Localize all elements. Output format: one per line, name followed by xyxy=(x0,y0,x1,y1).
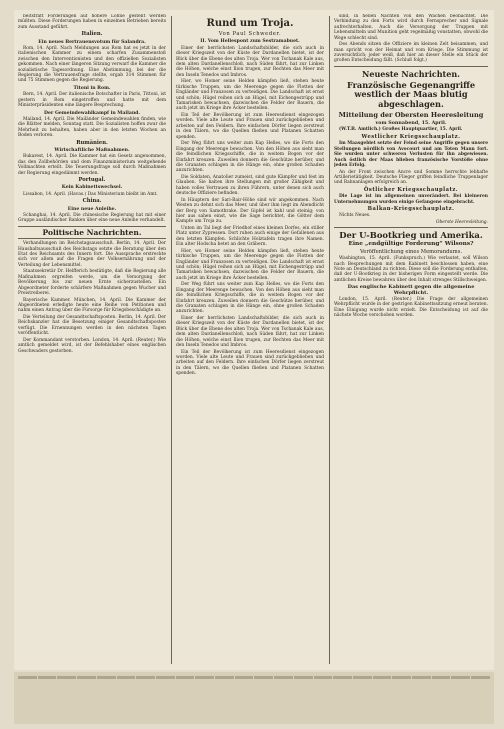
paragraph: Hier, wo Homer seine Helden kämpfen ließ, stehen heute türkische Truppen, um die Meerenge gegen die Flotten der Engländer und Franzosen zu verteidigen. Die Landschaft ist ernst und schön; Hügel reihen sich an Hügel, mit Eichengestrüpp und Tamarisken bewachsen, dazwischen die Felder der Bauern, die auch jetzt im Kriege ihre Äcker bestellen. xyxy=(176,248,324,281)
article-title: Rund um Troja. xyxy=(206,18,294,29)
headline: Französische Gegenangriffe westlich der Maas blutig abgeschlagen. xyxy=(346,79,476,109)
article-subheading: Veröffentlichung eines Memorandums. xyxy=(359,248,463,255)
paragraph: Bern, 14. April. Der italienische Botschafter in Paris, Tittoni, ist gestern in Rom eingetroffen und hatte mit dem Ministerpräsidenten eine längere Besprechung. xyxy=(18,92,166,109)
divider xyxy=(334,66,488,67)
article-subheading: Titoni in Rom. xyxy=(73,85,111,91)
report-date: vom Sonnabend, 15. April. xyxy=(375,120,447,127)
section-heading: Italien. xyxy=(81,31,103,38)
paragraph: An der Front zwischen Ancre und Somme herrschte lebhafte Artillerietätigkeit. Deutsche Flieger griffen feindliche Truppenlager und Bahnanlagen erfolgreich an. xyxy=(334,169,488,186)
paragraph: Einer der herrlichsten Landschaftsbilder, die sich auch in dieser Kriegszeit von der Küste der Dardanellen bietet, ist der Blick über die Ebene des alten Troja. Wer von Tschanak Kale aus, dem alten Dardanellenschloß, nach Süden fährt, hat zur Linken die Höhen, welche einst Ilion trugen, zur Rechten das Meer mit den Inseln Tenedos und Imbros. xyxy=(176,45,324,78)
paragraph: Nichts Neues. xyxy=(339,213,371,219)
color-ruler xyxy=(18,676,490,679)
article-subheading: Eine neue Anleihe. xyxy=(67,206,117,212)
paragraph: Washington, 15. April. (Funkspruch.) Wie verlautet, soll Wilson nach Besprechungen mit dem Kabinett beschlossen haben, eine Note an Deutschland zu richten. Diese soll die Forderung enthalten, daß der U-Bootkrieg in der bisherigen Form eingestellt werde. Die amtlichen Kreise bewahren über den Inhalt strenges Stillschweigen. xyxy=(334,256,488,283)
headline-secondary: Eine „endgültige Forderung“ Wilsons? xyxy=(348,241,474,248)
headline: Der U-Bootkrieg und Amerika. xyxy=(339,230,483,241)
article-subheading: Ein neues Bertrauensvotum für Salandra. xyxy=(38,39,146,45)
paragraph: Einer der herrlichsten Landschaftsbilder, die sich auch in dieser Kriegszeit von der Küste der Dardanellen bietet, ist der Blick über die Ebene des alten Troja. Wer von Tschanak Kale aus, dem alten Dardanellenschloß, nach Süden fährt, hat zur Linken die Höhen, welche einst Ilion trugen, zur Rechten das Meer mit den Inseln Tenedos und Imbros. xyxy=(176,316,324,349)
paragraph: Der Weg führt uns weiter zum Kap Helles, wo die Forts den Eingang der Meerenge bewachen. Von den Höhen aus sieht man die feindlichen Kriegsschiffe, die in weitem Bogen vor der Einfahrt kreuzen. Zuweilen donnern die Geschütze herüber, und die Granaten schlagen in die Hänge ein, ohne großen Schaden anzurichten. xyxy=(176,141,324,174)
paragraph: Verhandlungen im Reichstagsausschuß. Berlin, 14. April. Der Haushaltsausschuß des Reichstags setzte die Beratung über den Etat des Reichsamts des Innern fort. Die Aussprache erstreckte sich vor allem auf die Fragen der Volksernährung und der Verteilung der Lebensmittel. xyxy=(18,241,166,268)
article-subheading: Balkan-Kriegsschauplatz. xyxy=(367,205,455,212)
paragraph: Der Kommandant verstorben. London, 14. April. (Reuter.) Wie amtlich gemeldet wird, ist der Befehlshaber eines englischen Geschwaders gestorben. xyxy=(18,337,166,354)
paragraph: sind, in hellen Nächten von den Wachen beobachtet. Die Verbindung zu den Forts wird durch Fernsprecher und Signale aufrechterhalten. Auch die Versorgung der Truppen mit Lebensmitteln und Munition geht regelmäßig vonstatten, obwohl die Wege schlecht sind. xyxy=(334,14,488,41)
paragraph: Der Weg führt uns weiter zum Kap Helles, wo die Forts den Eingang der Meerenge bewachen. Von den Höhen aus sieht man die feindlichen Kriegsschiffe, die in weitem Bogen vor der Einfahrt kreuzen. Zuweilen donnern die Geschütze herüber, und die Granaten schlagen in die Hänge ein, ohne großen Schaden anzurichten. xyxy=(176,282,324,315)
paragraph: Im Maasgebiet setzte der Feind seine Angriffe gegen unsere Stellungen nördlich von Avocourt und am Toten Mann fort. Sie wurden unter schweren Verlusten für ihn abgewiesen. Auch östlich der Maas blieben französische Vorstöße ohne jeden Erfolg. xyxy=(334,141,488,168)
article-subheading: Westlicher Kriegsschauplatz. xyxy=(361,133,461,140)
report-source: (W.T.B. Amtlich.) Großes Hauptquartier, 15. April. xyxy=(339,127,463,133)
article-subheading: Wirtschaftliche Maßnahmen. xyxy=(54,147,130,153)
paragraph: Die Soldaten, Anatolier zumeist, sind gute Kämpfer und fest im Glauben. Sie halten ihre Stellungen mit großer Zähigkeit und haben volles Vertrauen zu ihren Führern, unter denen sich auch deutsche Offiziere befinden. xyxy=(176,174,324,197)
headline-secondary: Mitteilung der Obersten Heeresleitung xyxy=(338,111,484,120)
paragraph: Des Abends sitzen die Offiziere im kleinen Zelt beisammen, und man spricht von der Heimat und vom Kriege. Die Stimmung ist zuversichtlich; jeder weiß, daß hier an dieser Stelle ein Stück der großen Entscheidung fällt. (Schluß folgt.) xyxy=(334,42,488,64)
byline: Von Paul Schweder. xyxy=(218,31,282,37)
newspaper-page xyxy=(14,10,494,670)
paragraph: In Häuptern der Sari-Bair-Höhe sind wir angekommen. Nach Westen zu dehnt sich das Meer, und über ihm liegt im Abendlicht der Berg von Samothrake. Der Gipfel ist kahl und steinig; von hier aus sahen einst, wie die Sage berichtet, die Götter dem Kampfe um Troja zu. xyxy=(176,197,324,225)
divider xyxy=(18,238,166,239)
column-right xyxy=(334,14,488,666)
column-rule xyxy=(171,16,172,664)
signature: Oberste Heeresleitung. xyxy=(435,219,488,225)
paragraph: Hier, wo Homer seine Helden kämpfen ließ, stehen heute türkische Truppen, um die Meerenge gegen die Flotten der Engländer und Franzosen zu verteidigen. Die Landschaft ist ernst und schön; Hügel reihen sich an Hügel, mit Eichengestrüpp und Tamarisken bewachsen, dazwischen die Felder der Bauern, die auch jetzt im Kriege ihre Äcker bestellen. xyxy=(176,79,324,112)
column-rule xyxy=(329,16,330,664)
section-heading: China. xyxy=(82,198,102,205)
paragraph: Die Verteilung der Gesandtschaftsposten. Berlin, 14. April. Der Reichskanzler hat die Besetzung einiger Gesandtschaftsposten verfügt. Die Ernennungen werden in den nächsten Tagen veröffentlicht. xyxy=(18,315,166,337)
paragraph: Lissabon, 14. April. (Havas.) Das Ministerium bleibt im Amt. xyxy=(23,191,158,197)
paragraph: Ein Teil der Bevölkerung ist zum Heeresdienst eingezogen worden. Viele alte Leute und Frauen sind zurückgeblieben und arbeiten auf den Feldern. Ihre einfachen Dörfer liegen zerstreut in den Tälern, wo die Quellen fließen und Platanen Schatten spenden. xyxy=(176,349,324,377)
paragraph: Bayerische Kammer. München, 14. April. Die Kammer der Abgeordneten erledigte heute eine Reihe von Petitionen und nahm einen Antrag über die Fürsorge für Kriegsbeschädigte an. xyxy=(18,297,166,314)
paragraph: Bukarest, 14. April. Die Kammer hat ein Gesetz angenommen, das den Zollbehörden und dem Finanzministerium weitgehende Vollmachten erteilt. Die Teuerungsfrage soll durch Maßnahmen der Regierung eingedämmt werden. xyxy=(18,154,166,176)
paragraph: Ein Teil der Bevölkerung ist zum Heeresdienst eingezogen worden. Viele alte Leute und Frauen sind zurückgeblieben und arbeiten auf den Feldern. Ihre einfachen Dörfer liegen zerstreut in den Tälern, wo die Quellen fließen und Platanen Schatten spenden. xyxy=(176,113,324,140)
column-middle xyxy=(176,14,324,666)
section-heading: Rumänien. xyxy=(76,139,108,146)
section-title: Neueste Nachrichten. xyxy=(362,68,460,79)
article-subheading: Das englische Kabinett gegen die allgemeine Wehrpflicht. xyxy=(347,284,475,296)
section-heading: Portugal. xyxy=(78,176,106,183)
paragraph: beitsfraft Forderungen auf höhere Löhne gestellt werden müßten. Diese Forderungen haben in einzelnen Betrieben bereits zum Ausstand geführt. xyxy=(18,14,166,30)
paragraph: Unten im Tal liegt der Friedhof eines kleinen Dorfes, ein stiller Platz unter Zypressen. Dort ruhen auch einige der Gefallenen aus den letzten Kämpfen. Schlichte Holztafeln tragen ihre Namen. Ein alter Hodscha betet an den Gräbern. xyxy=(176,225,324,248)
paragraph: London, 15. April. (Reuter.) Die Frage der allgemeinen Wehrpflicht wurde in der gestrigen Kabinettssitzung erneut beraten. Eine Einigung wurde nicht erzielt. Die Entscheidung ist auf die nächste Woche verschoben worden. xyxy=(334,297,488,319)
section-heading: Politische Nachrichten. xyxy=(42,227,142,237)
article-subheading: II. Vom Hellespont zum Sestramabuet. xyxy=(200,39,300,45)
paragraph: Rom, 14. April. Nach Meldungen aus Rom hat es jetzt in der italienischen Kammer zu einem scharfen Zusammenstoß zwischen den Interventionisten und den offiziellen Sozialisten gekommen. Nach einer längeren Sitzung verwarf die Kammer die sozialistische Tagesordnung. Eine Abstimmung, bei der die Regierung die Vertrauensfrage stellte, ergab 314 Stimmen für und 75 Stimmen gegen die Regierung. xyxy=(18,46,166,84)
paragraph: Mailand, 14. April. Die Mailänder Gemeindewahlen finden, wie die Blätter melden, Sonntag statt. Die Sozialisten hoffen zwar die Mehrheit zu behalten, haben aber in den letzten Wochen an Boden verloren. xyxy=(18,116,166,139)
article-subheading: Kein Kabinettswechsel. xyxy=(61,185,123,191)
column-left xyxy=(18,14,166,666)
paragraph: Staatssekretär Dr. Helfferich bestätigte, daß die Regierung alle Maßnahmen ergreifen werde, um die Versorgung der Bevölkerung bis zur neuen Ernte sicherzustellen. Ein Abgeordneter forderte schärfere Maßnahmen gegen Wucher und Preistreiberei. xyxy=(18,269,166,297)
paragraph: Die Lage ist im allgemeinen unverändert. Bei kleineren Unternehmungen wurden einige Gefangene eingebracht. xyxy=(334,194,488,205)
article-subheading: Der Gemeindewahlkampf in Mailand. xyxy=(44,110,140,116)
paragraph: Schanghai, 14. April. Die chinesische Regierung hat mit einer Gruppe ausländischer Banken über eine neue Anleihe verhandelt. xyxy=(18,213,166,224)
page-bottom-margin xyxy=(14,672,494,724)
article-subheading: Östlicher Kriegsschauplatz. xyxy=(363,186,459,193)
divider xyxy=(18,226,166,227)
divider xyxy=(334,227,488,228)
